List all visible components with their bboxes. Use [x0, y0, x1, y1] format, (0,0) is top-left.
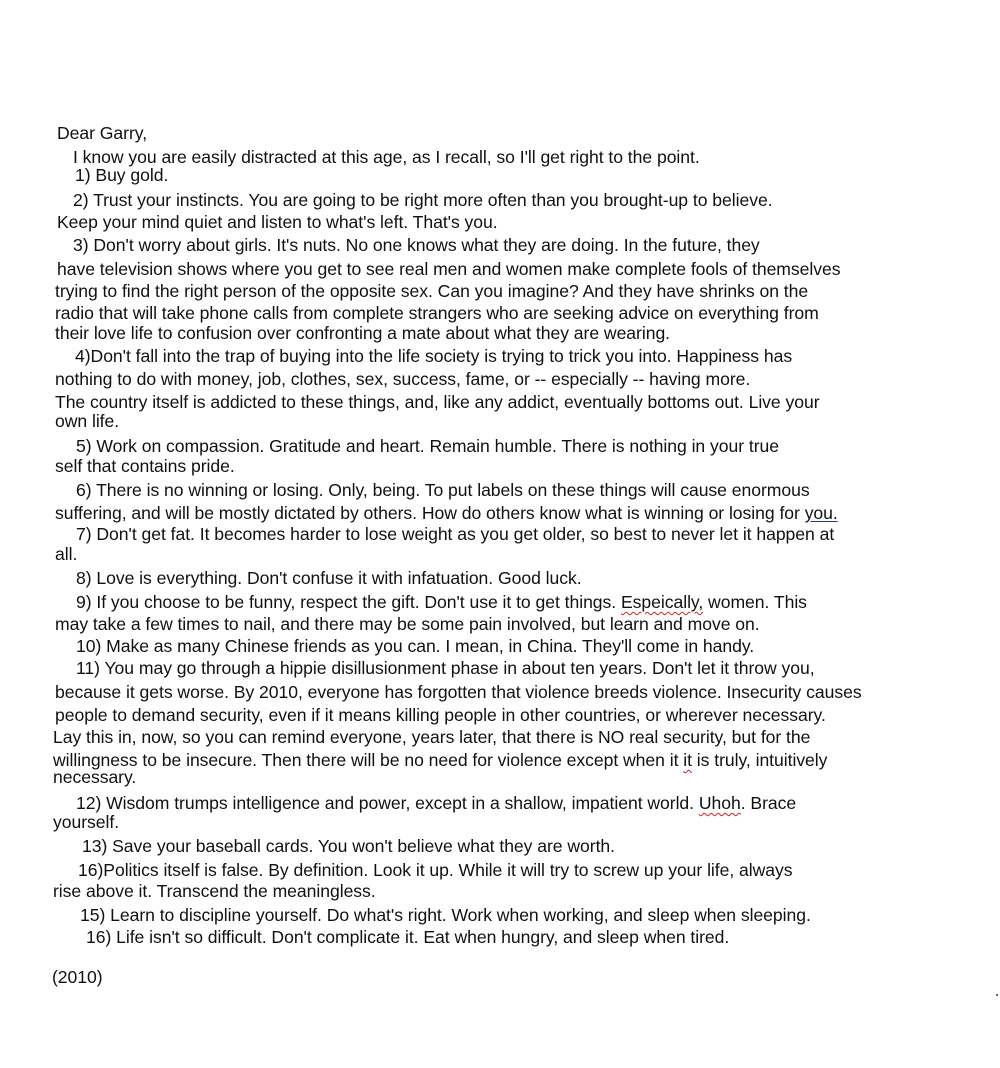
item-6-line-2-text: suffering, and will be mostly dictated by others. How do others know what is winning or losing for	[55, 503, 805, 523]
item-6-line-1: 6) There is no winning or losing. Only, being. To put labels on these things will cause enormous	[76, 480, 810, 500]
item-9-line-1-start: 9) If you choose to be funny, respect the gift. Don't use it to get things.	[76, 592, 621, 612]
item-3-line-1: 3) Don't worry about girls. It's nuts. No one knows what they are doing. In the future, they	[73, 235, 760, 255]
item-11-line-5-end: is truly, intuitively	[691, 750, 828, 770]
item-11-line-1: 11) You may go through a hippie disillusionment phase in about ten years. Don't let it throw you,	[76, 658, 815, 678]
item-11-line-2: because it gets worse. By 2010, everyone has forgotten that violence breeds violence. Insecurity causes	[55, 682, 862, 702]
item-11-line-5	[53, 749, 827, 771]
item-5-line-1: 5) Work on compassion. Gratitude and heart. Remain humble. There is nothing in your true	[76, 436, 779, 456]
item-9-line-2: may take a few times to nail, and there may be some pain involved, but learn and move on.	[55, 614, 760, 634]
item-2-line-1: 2) Trust your instincts. You are going to be right more often than you brought-up to believe.	[73, 190, 773, 210]
item-15: 15) Learn to discipline yourself. Do what's right. Work when working, and sleep when sleeping.	[80, 905, 811, 925]
misspelled-uhoh: Uhoh	[698, 793, 741, 813]
item-9-line-1-end: women. This	[703, 592, 807, 612]
item-7-line-1: 7) Don't get fat. It becomes harder to lose weight as you get older, so best to never let it happen at	[76, 524, 835, 544]
item-16b: 16) Life isn't so difficult. Don't complicate it. Eat when hungry, and sleep when tired.	[86, 927, 730, 947]
misspelled-espeically: Espeically,	[620, 592, 704, 612]
item-4-line-3: The country itself is addicted to these things, and, like any addict, eventually bottoms out. Live your	[55, 392, 820, 412]
item-6-line-2	[55, 502, 838, 524]
item-3-line-5: their love life to confusion over confronting a mate about what they are wearing.	[55, 323, 671, 343]
you-link-text: you.	[804, 503, 838, 523]
item-9-line-1	[76, 591, 807, 613]
item-2-line-2: Keep your mind quiet and listen to what's left. That's you.	[57, 212, 498, 232]
item-7-line-2: all.	[55, 544, 78, 564]
signoff-year: (2010)	[52, 967, 103, 987]
item-12-line-1-end: . Brace	[740, 793, 797, 813]
item-16a-line-2: rise above it. Transcend the meaningless.	[53, 881, 376, 901]
intro-line: I know you are easily distracted at this age, as I recall, so I'll get right to the point.	[73, 147, 700, 167]
item-11-line-4: Lay this in, now, so you can remind everyone, years later, that there is NO real security, but for the	[53, 727, 811, 747]
item-4-line-4: own life.	[55, 411, 120, 431]
item-4-line-2: nothing to do with money, job, clothes, sex, success, fame, or -- especially -- having more.	[55, 369, 751, 389]
item-11-line-6: necessary.	[53, 767, 137, 787]
item-3-line-4: radio that will take phone calls from complete strangers who are seeking advice on everything from	[55, 303, 819, 323]
item-3-line-2: have television shows where you get to see real men and women make complete fools of themselves	[57, 259, 841, 279]
item-1: 1) Buy gold.	[75, 165, 169, 185]
repeated-word-it: it	[683, 750, 692, 770]
item-12-line-2: yourself.	[53, 812, 120, 832]
item-16a-line-1: 16)Politics itself is false. By definition. Look it up. While it will try to screw up your life, always	[78, 860, 793, 880]
item-11-line-3: people to demand security, even if it means killing people in other countries, or wherever necessary.	[55, 705, 826, 725]
item-13: 13) Save your baseball cards. You won't believe what they are worth.	[82, 836, 615, 856]
item-11-line-5-start: willingness to be insecure. Then there will be no need for violence except when it	[53, 750, 684, 770]
stray-mark	[996, 994, 998, 996]
item-5-line-2: self that contains pride.	[55, 456, 235, 476]
item-12-line-1-start: 12) Wisdom trumps intelligence and power, except in a shallow, impatient world.	[76, 793, 699, 813]
item-8: 8) Love is everything. Don't confuse it with infatuation. Good luck.	[76, 568, 582, 588]
item-4-line-1: 4)Don't fall into the trap of buying into the life society is trying to trick you into. Happiness has	[75, 346, 793, 366]
item-3-line-3: trying to find the right person of the opposite sex. Can you imagine? And they have shrinks on the	[55, 281, 809, 301]
item-10: 10) Make as many Chinese friends as you can. I mean, in China. They'll come in handy.	[76, 636, 755, 656]
item-12-line-1	[76, 792, 796, 814]
greeting: Dear Garry,	[57, 123, 148, 143]
